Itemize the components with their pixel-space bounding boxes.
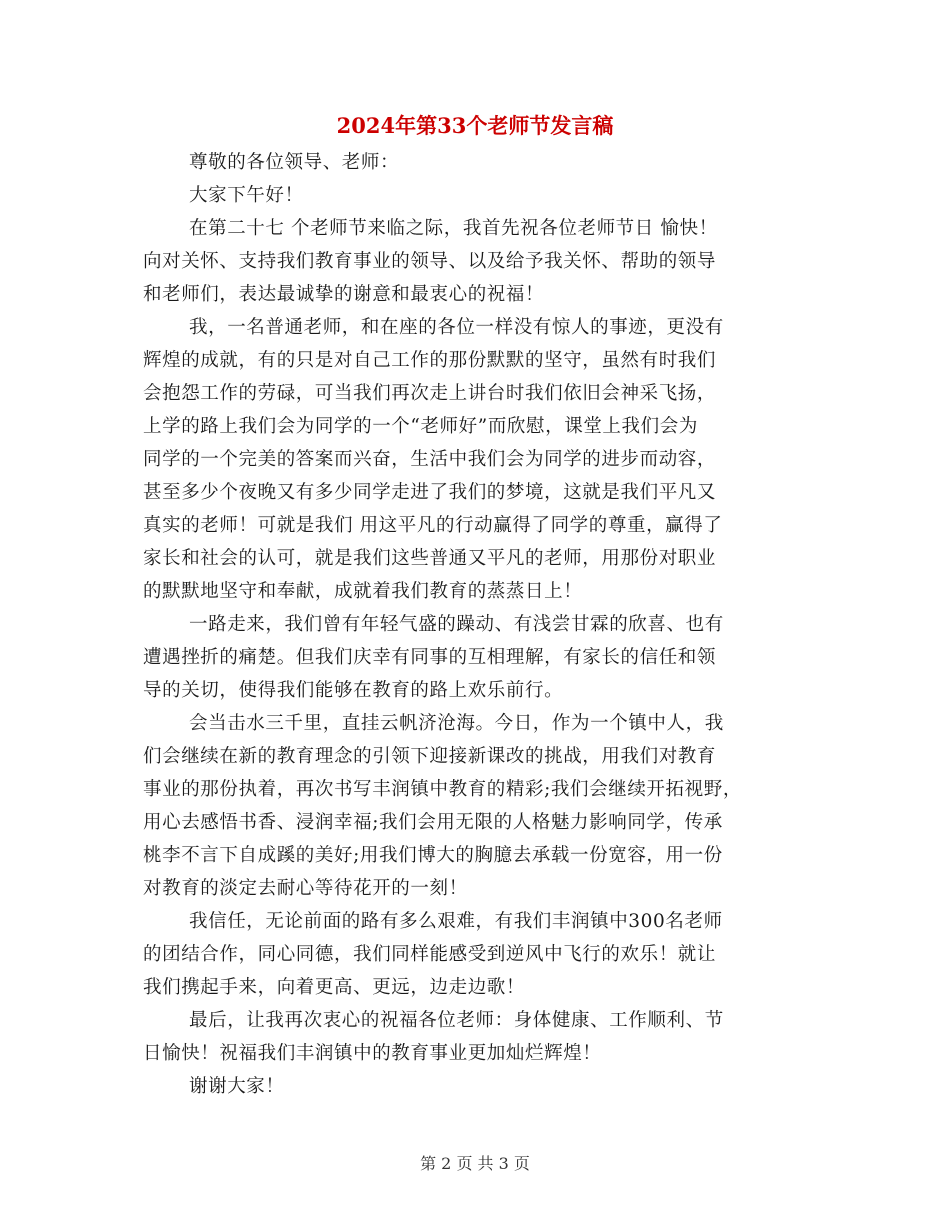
page-footer: 第 2 页 共 3 页 xyxy=(420,1154,530,1173)
text-line: 最后，让我再次衷心的祝福各位老师：身体健康、工作顺利、节 xyxy=(189,1010,724,1031)
text-line: 尊敬的各位领导、老师： xyxy=(189,152,400,173)
text-line: 大家下午好！ xyxy=(189,185,304,206)
text-line: 导的关切，使得我们能够在教育的路上欢乐前行。 xyxy=(143,680,564,701)
document-body xyxy=(143,146,803,1103)
text-line: 真实的老师！可就是我们 用这平凡的行动赢得了同学的尊重，赢得了 xyxy=(143,515,723,536)
text-line: 我，一名普通老师，和在座的各位一样没有惊人的事迹，更没有 xyxy=(189,317,724,338)
text-line: 上学的路上我们会为同学的一个“老师好”而欣慰，课堂上我们会为 xyxy=(143,416,698,437)
text-line: 我信任，无论前面的路有多么艰难，有我们丰润镇中300名老师 xyxy=(189,911,723,932)
text-line: 辉煌的成就，有的只是对自己工作的那份默默的坚守，虽然有时我们 xyxy=(143,350,717,371)
document-title: 2024年第33个老师节发言稿 xyxy=(336,113,614,138)
text-line: 日愉快！祝福我们丰润镇中的教育事业更加灿烂辉煌！ xyxy=(143,1043,602,1064)
text-line: 事业的那份执着，再次书写丰润镇中教育的精彩;我们会继续开拓视野， xyxy=(143,779,742,800)
text-line: 甚至多少个夜晚又有多少同学走进了我们的梦境，这就是我们平凡又 xyxy=(143,482,717,503)
text-line: 家长和社会的认可，就是我们这些普通又平凡的老师，用那份对职业 xyxy=(143,548,717,569)
text-line: 一路走来，我们曾有年轻气盛的躁动、有浅尝甘霖的欣喜、也有 xyxy=(189,614,724,635)
text-line: 们会继续在新的教育理念的引领下迎接新课改的挑战，用我们对教育 xyxy=(143,746,717,767)
text-line: 会抱怨工作的劳碌，可当我们再次走上讲台时我们依旧会神采飞扬， xyxy=(143,383,717,404)
text-line: 的默默地坚守和奉献，成就着我们教育的蒸蒸日上！ xyxy=(143,581,583,602)
text-line: 谢谢大家！ xyxy=(189,1076,285,1097)
text-line: 我们携起手来，向着更高、更远，边走边歌！ xyxy=(143,977,526,998)
text-line: 同学的一个完美的答案而兴奋，生活中我们会为同学的进步而动容， xyxy=(143,449,717,470)
text-line: 桃李不言下自成蹊的美好;用我们博大的胸臆去承载一份宽容，用一份 xyxy=(143,845,723,866)
text-line: 对教育的淡定去耐心等待花开的一刻！ xyxy=(143,878,468,899)
text-line: 向对关怀、支持我们教育事业的领导、以及给予我关怀、帮助的领导 xyxy=(143,251,717,272)
text-line: 和老师们，表达最诚挚的谢意和最衷心的祝福！ xyxy=(143,284,545,305)
text-line: 会当击水三千里，直挂云帆济沧海。今日，作为一个镇中人，我 xyxy=(189,713,724,734)
text-line: 遭遇挫折的痛楚。但我们庆幸有同事的互相理解，有家长的信任和领 xyxy=(143,647,717,668)
text-line: 用心去感悟书香、浸润幸福;我们会用无限的人格魅力影响同学，传承 xyxy=(143,812,723,833)
text-line: 的团结合作，同心同德，我们同样能感受到逆风中飞行的欢乐！就让 xyxy=(143,944,717,965)
text-line: 在第二十七 个老师节来临之际，我首先祝各位老师节日 愉快！ xyxy=(189,218,718,239)
